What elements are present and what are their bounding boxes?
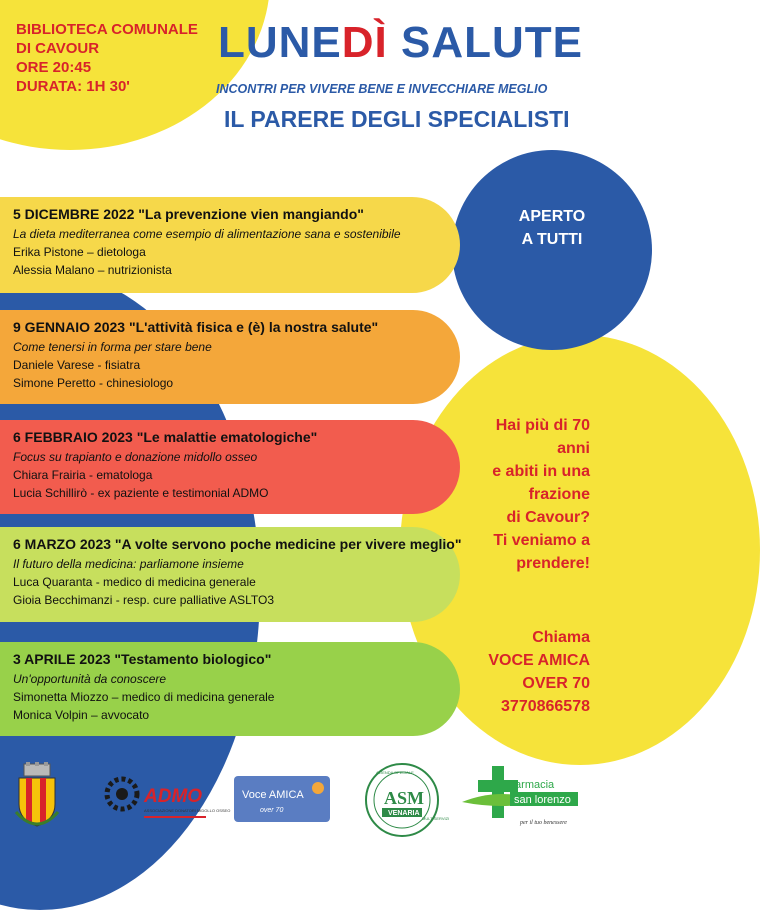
event-speaker: Simone Peretto - chinesiologo	[13, 376, 174, 390]
event-subtitle: Il futuro della medicina: parliamone insieme	[13, 557, 244, 571]
admo-logo	[104, 774, 231, 824]
venue-line: DI CAVOUR	[16, 40, 100, 57]
promo-line: e abiti in una	[492, 463, 590, 480]
sponsor-logos	[0, 748, 600, 848]
title-part-highlight: DÌ	[341, 18, 388, 67]
event-title: 3 APRILE 2023 "Testamento biologico"	[13, 651, 272, 667]
call-info	[462, 626, 590, 718]
promo-line: di Cavour?	[506, 509, 590, 526]
promo-line: frazione	[528, 486, 590, 503]
subtitle: INCONTRI PER VIVERE BENE E INVECCHIARE MEGLIO	[216, 82, 548, 96]
voce-amica-wordmark: Voce AMICA	[242, 789, 304, 801]
call-line: VOCE AMICA	[488, 652, 590, 669]
event-card	[0, 310, 460, 404]
event-speaker: Daniele Varese - fisiatra	[13, 358, 141, 372]
event-subtitle: Un'opportunità da conoscere	[13, 672, 167, 686]
event-card	[0, 642, 460, 736]
venue-info	[16, 20, 198, 96]
farmacia-san-lorenzo-logo	[462, 766, 592, 842]
event-speaker: Gioia Becchimanzi - resp. cure palliative ASLTO3	[13, 593, 275, 607]
tagline: IL PARERE DEGLI SPECIALISTI	[224, 106, 570, 132]
promo-line: prendere!	[516, 555, 590, 572]
event-speaker: Chiara Frairia - ematologa	[13, 468, 153, 482]
event-card	[0, 420, 460, 514]
open-to-all-badge	[512, 205, 592, 251]
call-line: Chiama	[532, 629, 590, 646]
asm-ring-text: AZIENDA SPECIALE	[376, 770, 414, 775]
admo-caption: ASSOCIAZIONE DONATORI MIDOLLO OSSEO	[144, 808, 231, 813]
event-speaker: Simonetta Miozzo – medico di medicina generale	[13, 690, 275, 704]
venue-line: BIBLIOTECA COMUNALE	[16, 21, 198, 38]
asm-ring-text: MULTISERVIZI	[422, 816, 450, 821]
event-subtitle: La dieta mediterranea come esempio di alimentazione sana e sostenibile	[13, 227, 401, 241]
event-speaker: Luca Quaranta - medico di medicina generale	[13, 575, 256, 589]
farmacia-wordmark: farmacia	[512, 779, 555, 791]
voce-amica-caption: over 70	[260, 807, 284, 814]
event-subtitle: Focus su trapianto e donazione midollo osseo	[13, 450, 258, 464]
badge-line: A TUTTI	[521, 231, 583, 248]
cavour-coat-of-arms-icon	[14, 762, 60, 834]
title-part: LUNE	[218, 18, 342, 67]
event-title: 5 DICEMBRE 2022 "La prevenzione vien mangiando"	[13, 206, 364, 222]
call-line: OVER 70	[522, 675, 590, 692]
page-title	[218, 18, 588, 68]
badge-line: APERTO	[518, 208, 586, 225]
event-speaker: Monica Volpin – avvocato	[13, 708, 150, 722]
event-title: 6 FEBBRAIO 2023 "Le malattie ematologiche"	[13, 429, 318, 445]
title-part: SALUTE	[387, 18, 584, 67]
asm-caption: VENARIA	[388, 810, 420, 817]
event-title: 6 MARZO 2023 "A volte servono poche medicine per vivere meglio"	[13, 536, 462, 552]
event-subtitle: Come tenersi in forma per stare bene	[13, 340, 212, 354]
asm-venaria-logo	[362, 760, 450, 840]
admo-wordmark: ADMO	[144, 786, 203, 807]
event-speaker: Alessia Malano – nutrizionista	[13, 263, 172, 277]
duration-line: DURATA: 1H 30'	[16, 78, 130, 95]
event-title: 9 GENNAIO 2023 "L'attività fisica e (è) la nostra salute"	[13, 319, 379, 335]
farmacia-tagline: per il tuo benessere	[520, 820, 567, 826]
farmacia-name: san lorenzo	[514, 794, 571, 806]
event-card	[0, 197, 460, 293]
voce-amica-logo	[234, 776, 330, 822]
asm-wordmark: ASM	[384, 788, 424, 808]
promo-line: Ti veniamo a	[493, 532, 590, 549]
promo-line: anni	[557, 440, 590, 457]
phone-number: 3770866578	[501, 698, 590, 715]
promo-line: Hai più di 70	[495, 417, 590, 434]
event-speaker: Lucia Schillirò - ex paziente e testimonial ADMO	[13, 486, 269, 500]
time-line: ORE 20:45	[16, 59, 92, 76]
event-speaker: Erika Pistone – dietologa	[13, 245, 146, 259]
event-card	[0, 527, 460, 622]
transport-promo	[462, 414, 590, 575]
